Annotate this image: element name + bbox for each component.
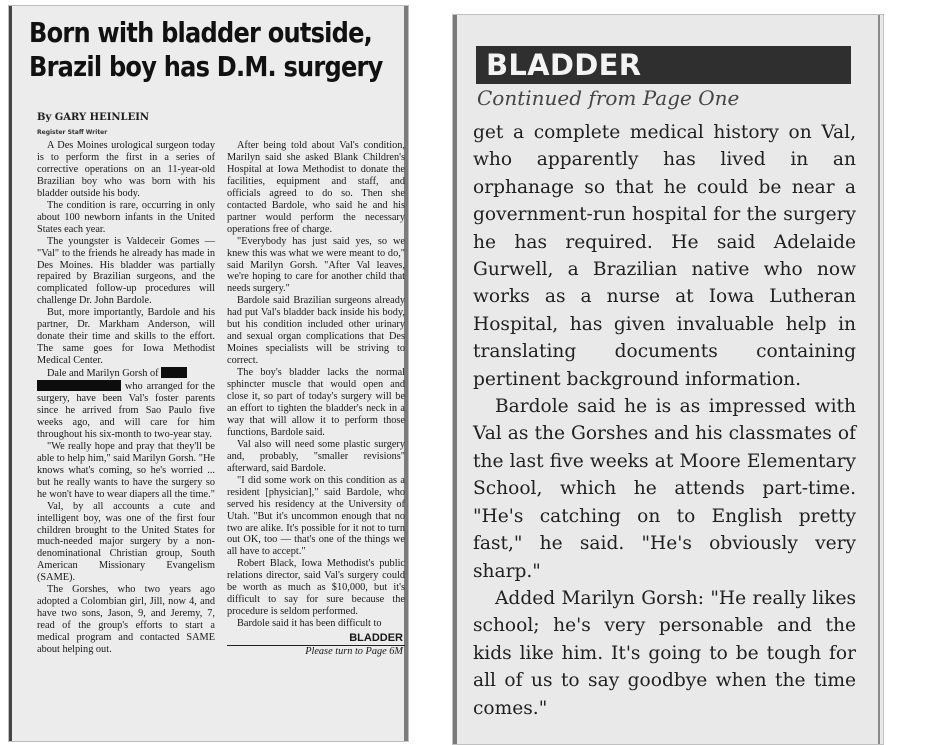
article-column-2 (227, 140, 405, 658)
paragraph: Val also will need some plastic surgery and, probably, "smaller revisions" afterward, said Bardole. (227, 438, 405, 474)
jump-line-text: Please turn to Page 6M (305, 646, 403, 658)
redaction-bar (161, 367, 187, 378)
paragraph: "We really hope and pray that they'll be able to help him," said Marilyn Gorsh. "He knows what's coming, so he's worried ... but he really wants to have the surgery so he won't have to wear diapers all the time." (37, 440, 215, 500)
paragraph: The Gorshes, who two years ago adopted a Colombian girl, Jill, now 4, and have two sons, Jason, 9, and Jeremy, 7, read of the group's efforts to start a medical program and contacted SAME about helping out. (37, 584, 215, 656)
paragraph: The condition is rare, occurring in only about 100 newborn infants in the United States each year. (37, 199, 215, 235)
paragraph: After being told about Val's condition, Marilyn said she asked Blank Children's Hospital at Iowa Methodist to donate the facilities, equipment and staff, and officials agreed to do so. Then she contacted Bardole, who said he and his partner would perform the necessary operations free of charge. (227, 140, 405, 235)
paragraph-text: who arranged for (124, 381, 199, 393)
paragraph: "I did some work on this condition as a resident [physician]," said Bardole, who served his residency at the University of Utah. "But it's uncommon enough that no two are alike. It's possible for it not to turn out OK, too — that's one of the things we all have to accept." (227, 474, 405, 558)
clipping-edge-shadow (878, 15, 880, 744)
headline-line-2: Brazil boy has D.M. surgery (29, 50, 383, 83)
left-clipping (8, 5, 409, 742)
byline: By GARY HEINLEIN (37, 112, 150, 123)
clipping-edge-shadow (9, 6, 12, 741)
clipping-edge-shadow (453, 15, 457, 744)
paragraph: Bardole said he is as impressed with Val as the Gorshes and his classmates of the last five weeks at Moore Elementary School, which he attends part-time. "He's catching on to English pretty fast," he said. "He's obviously very sharp." (473, 396, 856, 582)
right-clipping (452, 14, 884, 745)
continued-article-body (473, 119, 856, 722)
paragraph: But, more importantly, Bardole and his partner, Dr. Markham Anderson, will donate their time and skills to the effort. The same goes for Iowa Methodist Medical Center. (37, 307, 215, 367)
paragraph: Added Marilyn Gorsh: "He really likes school; he's very personable and the kids like him. It's going to be tough for all of us to say goodbye when the time comes." (473, 587, 856, 719)
paragraph: Bardole said Brazilian surgeons already had put Val's bladder back inside his body, but his condition included other urinary and sexual organ complications that Des Moines specialists will be striving to correct. (227, 295, 405, 367)
paragraph: Robert Black, Iowa Methodist's public relations director, said Val's surgery could be worth as much as $10,000, but it's difficult to say for sure because the procedure is seldom performed. (227, 558, 405, 618)
headline-line-1: Born with bladder outside, (29, 16, 373, 49)
paragraph: A Des Moines urological surgeon today is to perform the first in a series of corrective operations on an 11-year-old Brazilian boy who was born with his bladder outside his body. (37, 140, 215, 199)
continued-note: Continued from Page One (477, 86, 740, 110)
paragraph-text: the surgery, have been Val's foster parents since he arrived from Sao Paulo five weeks ago, and will care for him throughout his six-month to two-year stay. (37, 381, 216, 440)
paragraph: The boy's bladder lacks the normal sphincter muscle that would open and close it, so part of today's surgery will be an effort to tighten the bladder's neck in a way that will allow it to perform those functions, Bardole said. (227, 367, 405, 438)
section-banner (476, 46, 851, 84)
paragraph (37, 367, 215, 441)
paragraph: Val, by all accounts a cute and intelligent boy, was one of the first four children brought to the United States for much-needed major surgery by a non-denominational Christian group, South American Missionary Evangelism (SAME). (37, 500, 215, 584)
paragraph-text: Dale and Marilyn Gorsh of (47, 368, 159, 380)
headline (29, 16, 383, 84)
paragraph: The youngster is Valdeceir Gomes — "Val" to the friends he already has made in Des Moines. His bladder was partially repaired by Brazilian surgeons, and the complicated follow-up procedures will challenge Dr. John Bardole. (37, 235, 215, 307)
banner-label: BLADDER (486, 48, 642, 82)
byline-title: Register Staff Writer (37, 129, 108, 136)
paragraph: get a complete medical history on Val, who apparently has lived in an orphanage so that he could be near a government-run hospital for the surgery he has required. He said Adelaide Gurwell, a Brazilian native who now works as a nurse at Iowa Lutheran Hospital, has given invaluable help in translating documents containing pertinent background information. (473, 122, 856, 390)
paragraph: "Everybody has just said yes, so we knew this was what we were meant to do," said Marilyn Gorsh. "After Val leaves, we're hoping to care for another child that needs surgery." (227, 235, 405, 295)
article-column-1 (37, 140, 215, 656)
jump-line-heading: BLADDER (349, 632, 403, 645)
paragraph: Bardole said it has been difficult to (237, 618, 382, 630)
redaction-bar (37, 380, 121, 391)
